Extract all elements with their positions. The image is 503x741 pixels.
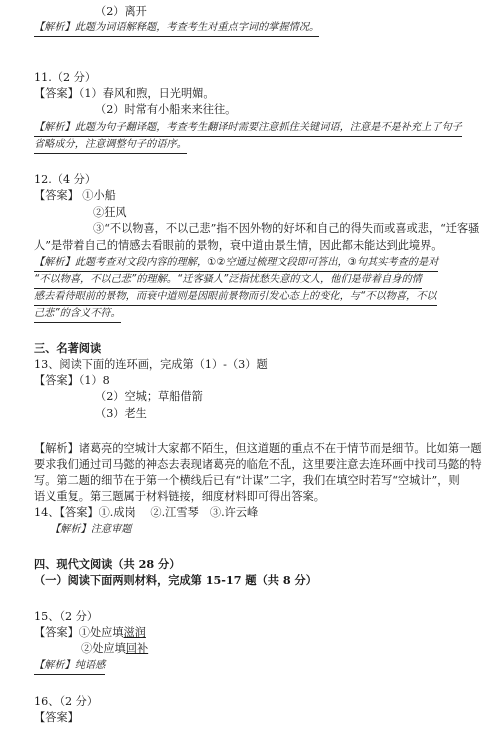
line-text: （3）老生: [95, 407, 147, 420]
line-text: 【答案】（1）春风和煦，日光明媚。: [34, 87, 215, 100]
line-text: 【解析】注意审题: [50, 524, 132, 535]
text-line: [95, 406, 147, 421]
line-text: 12.（4 分）: [34, 173, 97, 186]
text-line: [34, 557, 180, 572]
text-line: [95, 102, 236, 117]
text-line: [34, 457, 482, 472]
line-text: （2）空城；草船借箭: [95, 390, 203, 403]
line-text: 己悲”的含义不符。: [34, 308, 121, 319]
text-line: [34, 172, 96, 187]
text-line: [50, 522, 132, 537]
line-text: ②处应填: [81, 642, 126, 655]
text-line: [34, 373, 110, 388]
line-text: 13、阅读下面的连环画，完成第（1）-（3）题: [34, 358, 268, 371]
line-text: 【解析】纯语感: [34, 660, 106, 671]
underlined-answer: 滋润: [123, 626, 146, 639]
text-line: [34, 188, 116, 203]
line-text: 语义重复。第三题属于材料链接，细度材料即可得出答案。: [34, 490, 325, 503]
line-text: ②狂风: [93, 206, 127, 219]
text-line: [34, 341, 101, 356]
line-text: （一）阅读下面两则材料，完成第 15-17 题（共 8 分）: [34, 573, 317, 587]
text-line: [34, 357, 268, 372]
text-line: [34, 70, 96, 85]
line-text: 15、（2 分）: [34, 610, 99, 623]
text-line: [34, 658, 105, 675]
text-line: [93, 205, 127, 220]
line-text: 11.（2 分）: [34, 71, 97, 84]
text-line: [34, 694, 98, 709]
text-line: [34, 625, 146, 640]
text-line: [34, 272, 422, 289]
line-text: （2）时常有小船来来往往。: [95, 103, 237, 116]
line-text: 【解析】此题考查对文段内容的理解，①②空通过梳理文段即可答出，③句其实考查的是对: [34, 257, 439, 268]
text-line: [34, 441, 482, 456]
text-line: [34, 573, 317, 588]
text-line: [93, 221, 479, 236]
line-text: 人”是带着自己的情感去看眼前的景物，衰中道由景生情，因此都未能达到此境界。: [34, 239, 443, 252]
line-text: “不以物喜，不以己悲”的理解。“迁客骚人”泛指忧愁失意的文人，他们是带着自身的情: [34, 274, 422, 285]
line-text: 【解析】诸葛亮的空城计大家都不陌生，但这道题的重点不在于情节而是细节。比如第一题: [34, 442, 482, 455]
line-text: 写。第二题的细节在于第一个横线后已有“计谋”二字，我们在填空时若写“空城计”，则: [34, 474, 460, 487]
line-text: 省略成分，注意调整句子的语序。: [34, 139, 187, 150]
text-line: [95, 4, 147, 19]
text-line: [34, 609, 98, 624]
text-line: [34, 20, 319, 37]
text-line: [34, 86, 215, 101]
text-line: [34, 137, 187, 154]
text-line: [34, 489, 325, 504]
text-line: [34, 473, 460, 488]
text-line: [81, 641, 148, 656]
text-line: [34, 505, 258, 520]
line-text: （2）离开: [95, 5, 147, 18]
text-line: [34, 238, 442, 253]
line-text: 【答案】①处应填: [34, 626, 124, 639]
line-text: 要求我们通过司马懿的神态去表现诸葛亮的临危不乱，这里要注意去连环画中找司马懿的特: [34, 458, 482, 471]
text-line: [34, 710, 79, 725]
line-text: 16、（2 分）: [34, 695, 99, 708]
line-text: 【答案】（1）8: [34, 374, 110, 387]
line-text: 感去看待眼前的景物，而衰中道则是因眼前景物而引发心态上的变化，与“不以物喜，不以: [34, 291, 437, 302]
line-text: 14、【答案】①.成岗 ②.江雪琴 ③.许云峰: [34, 506, 259, 519]
underlined-answer: 回补: [125, 642, 149, 655]
text-line: [34, 306, 121, 323]
line-text: ③“不以物喜，不以己悲”指不因外物的好坏和自己的得失而或喜或悲，“迁客骚: [93, 222, 480, 235]
text-line: [34, 120, 462, 137]
line-text: 【解析】此题为词语解释题，考查考生对重点字词的掌握情况。: [34, 22, 320, 33]
line-text: 【解析】此题为句子翻译题，考查考生翻译时需要注意抓住关键词语，注意是不是补充上了句子: [34, 122, 462, 133]
line-text: 三、名著阅读: [34, 341, 102, 355]
line-text: 【答案】 ①小船: [34, 189, 116, 202]
text-line: [34, 255, 438, 272]
line-text: 【答案】: [34, 711, 79, 724]
line-text: 四、现代文阅读（共 28 分）: [34, 557, 181, 571]
text-line: [34, 289, 437, 306]
text-line: [95, 389, 203, 404]
